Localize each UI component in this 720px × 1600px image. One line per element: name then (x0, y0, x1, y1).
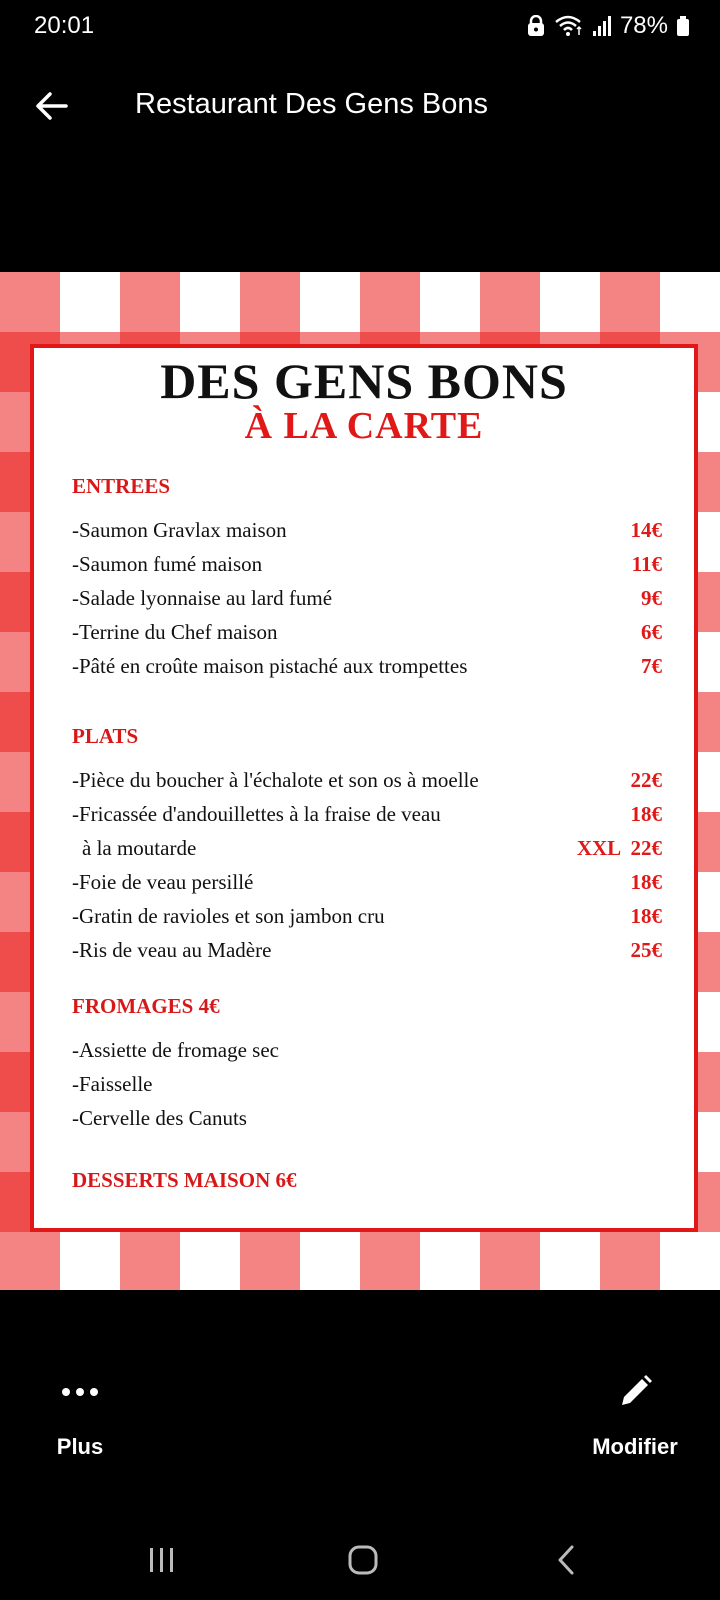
menu-item-name: -Saumon Gravlax maison (72, 518, 287, 542)
menu-item-name: -Assiette de fromage sec (72, 1038, 279, 1062)
menu-item (72, 802, 662, 834)
menu-item (72, 904, 662, 936)
menu-item-name: -Terrine du Chef maison (72, 620, 278, 644)
section-title-entrees: ENTREES (72, 474, 171, 498)
menu-item-name: à la moutarde (82, 836, 197, 860)
recents-button[interactable] (132, 1538, 192, 1582)
recents-icon (147, 1546, 177, 1574)
menu-item (72, 654, 662, 686)
app-bar (0, 70, 720, 142)
menu-item-price: 18€ (630, 904, 662, 928)
chevron-left-icon (555, 1544, 577, 1576)
menu-item-price: 14€ (630, 518, 662, 542)
menu-item (72, 620, 662, 652)
menu-item-price: 18€ (630, 870, 662, 894)
menu-photo[interactable] (0, 272, 720, 1290)
edit-label: Modifier (592, 1434, 678, 1459)
arrow-left-icon (35, 91, 69, 121)
lock-icon (526, 15, 546, 37)
menu-item-name: -Fricassée d'andouillettes à la fraise de veau (72, 802, 441, 826)
menu-item-price: 18€ (630, 802, 662, 826)
bottom-toolbar (0, 1370, 720, 1490)
menu-title: DES GENS BONS (160, 353, 568, 409)
wifi-icon (554, 15, 584, 37)
menu-item-name: -Faisselle (72, 1072, 153, 1096)
pencil-icon (616, 1373, 654, 1411)
home-icon (347, 1544, 379, 1576)
section-title-plats: PLATS (72, 724, 139, 748)
menu-item-name: -Cervelle des Canuts (72, 1106, 247, 1130)
menu-item-name: -Saumon fumé maison (72, 552, 263, 576)
more-dots-icon (60, 1386, 100, 1398)
page-title: Restaurant Des Gens Bons (135, 88, 489, 120)
battery-text: 78% (619, 12, 668, 39)
menu-item-price: 9€ (641, 586, 662, 610)
menu-item-name: -Ris de veau au Madère (72, 938, 272, 962)
back-button[interactable] (30, 84, 74, 128)
menu-item (72, 552, 662, 584)
menu-item (72, 768, 662, 800)
menu-item-price: 6€ (641, 620, 662, 644)
menu-item-price: 25€ (630, 938, 662, 962)
menu-item (72, 938, 662, 970)
menu-item (82, 836, 662, 868)
menu-item-price: 11€ (631, 552, 662, 576)
nav-back-button[interactable] (536, 1538, 596, 1582)
status-time: 20:01 (34, 12, 95, 39)
menu-item (72, 518, 662, 550)
menu-item-name: -Pâté en croûte maison pistaché aux trompettes (72, 654, 468, 678)
system-nav-bar (0, 1530, 720, 1590)
more-label: Plus (56, 1434, 104, 1459)
menu-subtitle: À LA CARTE (244, 405, 484, 447)
menu-item (72, 586, 662, 618)
edit-button[interactable] (575, 1370, 695, 1460)
battery-icon (676, 15, 690, 37)
menu-item-price: 7€ (641, 654, 662, 678)
menu-item-name: -Foie de veau persillé (72, 870, 254, 894)
more-button[interactable] (40, 1370, 120, 1460)
menu-item-name: -Pièce du boucher à l'échalote et son os à moelle (72, 768, 479, 792)
menu-card (30, 344, 698, 1232)
home-button[interactable] (333, 1538, 393, 1582)
menu-item-name: -Gratin de ravioles et son jambon cru (72, 904, 385, 928)
status-icons (526, 12, 690, 40)
menu-item (72, 1072, 662, 1104)
menu-item-name: -Salade lyonnaise au lard fumé (72, 586, 333, 610)
menu-item-price: 22€ (630, 768, 662, 792)
menu-item (72, 1038, 662, 1070)
menu-item-price: XXL 22€ (576, 836, 662, 860)
signal-icon (592, 15, 612, 37)
section-title-desserts: DESSERTS MAISON 6€ (72, 1168, 297, 1192)
menu-item (72, 1106, 662, 1138)
menu-item (72, 870, 662, 902)
section-title-fromages: FROMAGES 4€ (72, 994, 220, 1018)
status-bar (0, 0, 720, 52)
